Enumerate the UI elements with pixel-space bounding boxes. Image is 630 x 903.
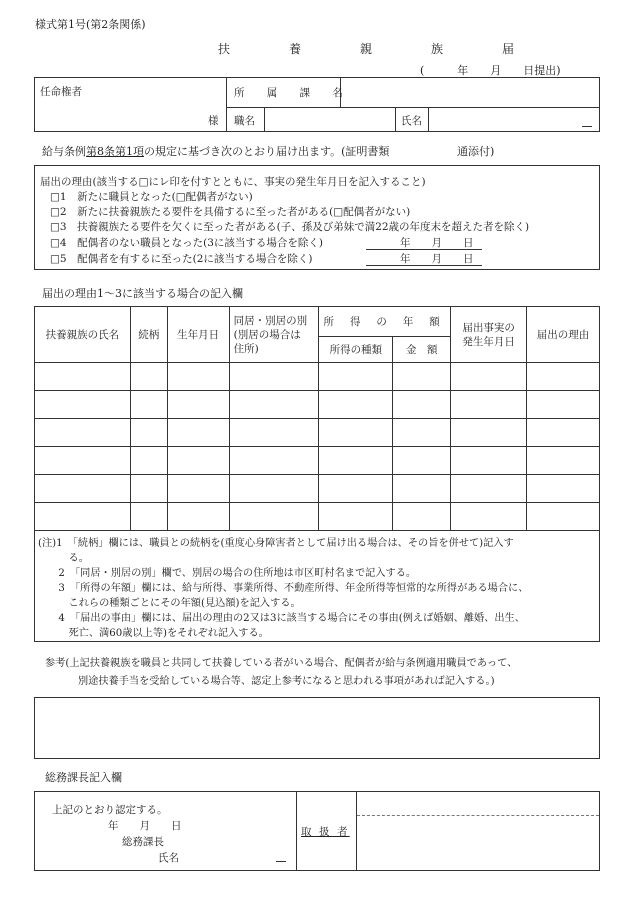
col-reason-header: 届出の理由 [527, 307, 600, 363]
statement [42, 143, 389, 159]
col-factdate-header: 届出事実の 発生年月日 [451, 307, 527, 363]
note-1: (注)1 「続柄」欄には、職員との続柄を(重度心身障害者として届け出る場合は、その旨を併せて)記入す [38, 538, 514, 549]
dept-field[interactable] [341, 78, 599, 106]
admin-role: 総務課長 [122, 836, 164, 848]
note-4: 4 「届出の事由」欄には、届出の理由の2又は3に該当する場合にその事由(例えば婚姻、離婚、出生、 [38, 613, 525, 624]
table-row[interactable] [35, 447, 600, 475]
reference-line-2: 別途扶養手当を受給している場合等、認定上参考になると思われる事項があれば記入する。) [78, 676, 495, 687]
form-number: 様式第1号(第2条関係) [35, 18, 146, 31]
col-amount-header: 金 額 [393, 337, 451, 363]
col-birth-header: 生年月日 [167, 307, 229, 363]
table-row[interactable] [35, 391, 600, 419]
admin-name-label: 氏名 [158, 852, 179, 864]
reason-4[interactable]: □4 配偶者のない職員となった(3に該当する場合を除く) [50, 237, 323, 249]
reason-1[interactable]: □1 新たに職員となった(□配偶者がない) [50, 191, 253, 203]
reference-line-1: 参考(上記扶養親族を職員と共同して扶養している者がいる場合、配偶者が給与条例適用職員であって、 [45, 658, 518, 669]
dependents-table [34, 306, 600, 531]
note-4-cont: 死亡、満60歳以上等)をそれぞれ記入する。 [38, 628, 269, 639]
name-label: 氏名 [401, 115, 422, 127]
table-row[interactable] [35, 363, 600, 391]
submission-date[interactable]: ( 年 月 日提出) [420, 64, 561, 77]
table-section-title: 届出の理由1〜3に該当する場合の記入欄 [42, 287, 243, 300]
certify-text: 上記のとおり認定する。 [52, 804, 168, 816]
note-3: 3 「所得の年額」欄には、給与所得、事業所得、不動産所得、年金所得等恒常的な所得がある場合に、 [38, 583, 529, 594]
reason-4-date[interactable]: 年 月 日 [400, 237, 474, 249]
note-3-cont: これらの種類ごとにその年額(見込額)を記入する。 [38, 598, 301, 609]
statement-post: の規定に基づき次のとおり届け出ます。(証明書類 [144, 145, 390, 158]
seal-mark [582, 126, 592, 127]
form-title: 扶 養 親 族 届 [218, 42, 542, 56]
col-name-header: 扶養親族の氏名 [35, 307, 131, 363]
reason-5-date[interactable]: 年 月 日 [400, 253, 474, 265]
attach-count: 通添付) [457, 145, 495, 158]
col-residence-header: 同居・別居の別 (別居の場合は 住所) [229, 307, 319, 363]
col-income-type-header: 所得の種類 [319, 337, 393, 363]
table-row[interactable] [35, 475, 600, 503]
position-label: 職名 [234, 115, 255, 127]
handler-label: 取 扱 者 [301, 826, 350, 838]
reasons-heading: 届出の理由(該当する□にレ印を付すとともに、事実の発生年月日を記入すること) [40, 176, 426, 188]
appointer-label: 任命権者 [40, 86, 82, 98]
statement-pre: 給与条例 [42, 145, 86, 158]
table-row[interactable] [35, 503, 600, 531]
col-relation-header: 続柄 [130, 307, 167, 363]
name-field[interactable] [429, 108, 599, 131]
admin-section-title: 総務課長記入欄 [45, 771, 122, 784]
table-row[interactable] [35, 419, 600, 447]
statement-link: 第8条第1項 [86, 145, 144, 158]
honorific: 様 [208, 115, 219, 127]
dept-label: 所 属 課 名 [234, 87, 353, 99]
reason-3[interactable]: □3 扶養親族たる要件を欠くに至った者がある(子、孫及び弟妹で満22歳の年度末を超えた者を除く) [50, 221, 530, 233]
admin-seal-mark [276, 861, 286, 862]
handler-field[interactable] [357, 816, 599, 870]
reason-2[interactable]: □2 新たに扶養親族たる要件を具備するに至った者がある(□配偶者がない) [50, 206, 411, 218]
note-2: 2 「同居・別居の別」欄で、別居の場合の住所地は市区町村名まで記入する。 [38, 568, 417, 579]
note-1-cont: る。 [38, 553, 89, 564]
reason-5[interactable]: □5 配偶者を有するに至った(2に該当する場合を除く) [50, 253, 313, 265]
reference-field[interactable] [34, 697, 600, 759]
admin-date[interactable]: 年 月 日 [108, 820, 182, 832]
col-income-header: 所 得 の 年 額 [319, 307, 451, 337]
position-field[interactable] [265, 108, 394, 131]
